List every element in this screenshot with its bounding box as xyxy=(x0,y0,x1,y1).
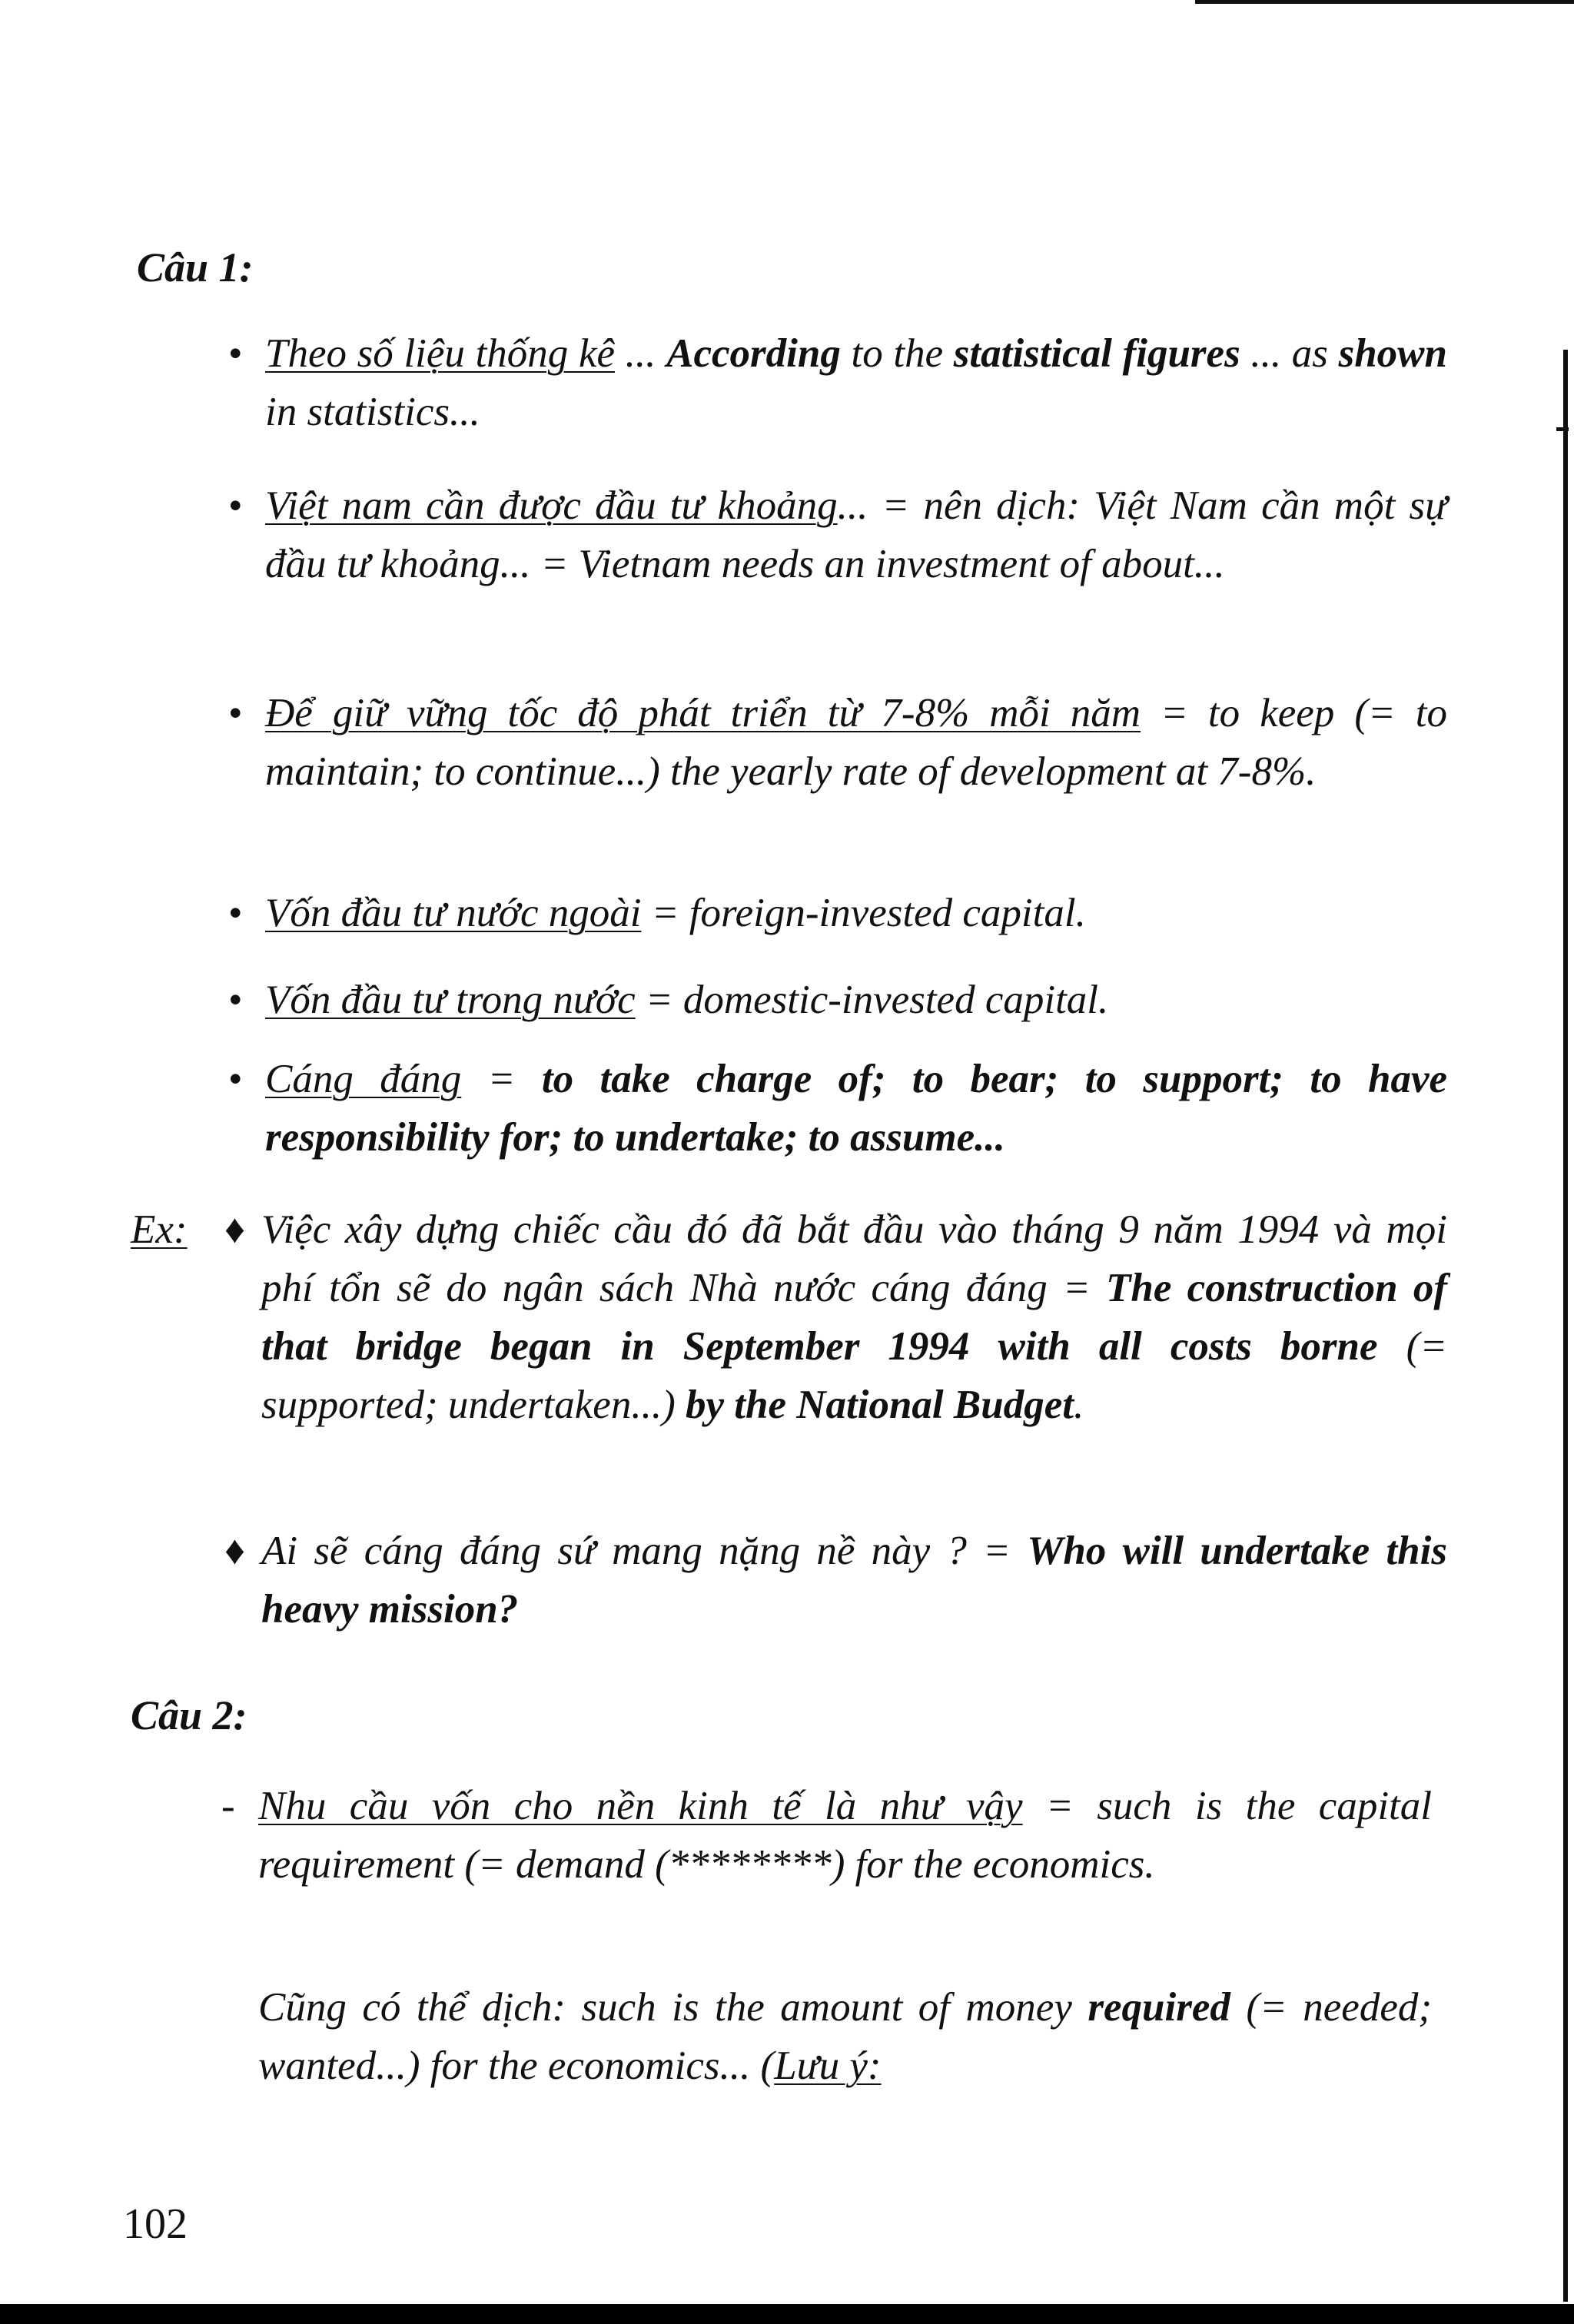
cau1-item xyxy=(228,884,1447,942)
scan-edge-bottom xyxy=(0,2304,1574,2324)
heading-cau-2: Câu 2: xyxy=(131,1692,247,1738)
text-span: = xyxy=(461,1057,542,1101)
scan-edge-top xyxy=(1195,0,1574,4)
text-span: in statistics... xyxy=(265,390,480,434)
text-span: ( xyxy=(760,2043,775,2088)
underlined-term: Vốn đầu tư trong nước xyxy=(265,978,636,1022)
text-span: Ai sẽ cáng đáng sứ mang nặng nề này ? = xyxy=(261,1529,1028,1573)
cau2-item xyxy=(221,1777,1433,1894)
cau1-item xyxy=(228,684,1447,801)
underlined-term: Việt nam cần được đầu tư khoảng xyxy=(265,483,838,528)
text-span: to the xyxy=(840,331,954,376)
bold-phrase: Who will undertake this heavy mission? xyxy=(261,1529,1447,1632)
bullet-icon: • xyxy=(228,691,243,735)
text-span: = such is the capital requirement (= demand (********) for the economics. xyxy=(258,1784,1433,1887)
bold-phrase: to take charge of; to bear; to support; to have responsibility for; to undertake; to assume... xyxy=(265,1057,1447,1160)
underlined-term: Vốn đầu tư nước ngoài xyxy=(265,891,642,935)
text-span: ... as xyxy=(1240,331,1339,376)
dash-marker: - xyxy=(221,1784,235,1828)
heading-cau-1: Câu 1: xyxy=(137,244,254,290)
text-span: = domestic-invested capital. xyxy=(635,978,1109,1022)
bold-phrase: required xyxy=(1088,1985,1230,2030)
bullet-icon: • xyxy=(228,978,243,1022)
text-span: Cũng có thể dịch: such is the amount of money xyxy=(258,1985,1088,2030)
bullet-icon: • xyxy=(228,483,243,528)
text-span: ... = nên dịch: Việt Nam cần một sự đầu tư khoảng... = Vietnam needs an investment of about... xyxy=(265,483,1447,586)
text-span: (= supported; undertaken...) xyxy=(261,1324,1447,1427)
scan-edge-mark xyxy=(1556,427,1569,431)
bold-phrase: shown xyxy=(1338,331,1447,376)
underlined-term: Theo số liệu thống kê xyxy=(265,331,616,376)
text-span: Việc xây dựng chiếc cầu đó đã bắt đầu vào tháng 9 năm 1994 và mọi phí tổn sẽ do ngân sách Nhà nước cáng đáng = xyxy=(261,1207,1447,1310)
text-span: = to keep (= to maintain; to continue...) the yearly rate of development at 7-8%. xyxy=(265,691,1447,794)
text-span: = foreign-invested capital. xyxy=(641,891,1086,935)
example-item xyxy=(224,1522,1447,1638)
text-span: . xyxy=(1074,1383,1084,1427)
diamond-bullet-icon: ♦ xyxy=(224,1207,246,1252)
underlined-term: Lưu ý: xyxy=(774,2043,882,2088)
cau1-item xyxy=(228,1050,1447,1167)
underlined-term: Nhu cầu vốn cho nền kinh tế là như vậy xyxy=(258,1784,1023,1828)
bullet-icon: • xyxy=(228,891,243,935)
page-number: 102 xyxy=(123,2200,188,2248)
bold-phrase: statistical figures xyxy=(953,331,1240,376)
bullet-icon: • xyxy=(228,1057,243,1101)
bold-phrase: According xyxy=(666,331,841,376)
text-span: (= needed; wanted...) for the economics... xyxy=(258,1985,1432,2088)
cau1-item xyxy=(228,476,1447,593)
cau1-item xyxy=(228,971,1447,1029)
example-item xyxy=(224,1200,1447,1434)
cau2-paragraph xyxy=(258,1978,1432,2095)
scan-edge-right xyxy=(1563,350,1568,2302)
diamond-bullet-icon: ♦ xyxy=(224,1529,246,1573)
cau1-item xyxy=(228,324,1447,441)
example-label: Ex: xyxy=(131,1207,188,1252)
text-span: ... xyxy=(615,331,667,376)
underlined-term: Để giữ vững tốc độ phát triển từ 7-8% mỗi năm xyxy=(265,691,1141,735)
underlined-term: Cáng đáng xyxy=(265,1057,462,1101)
bold-phrase: The construction of that bridge began in September 1994 with all costs borne xyxy=(261,1266,1447,1369)
bold-phrase: by the National Budget xyxy=(685,1383,1074,1427)
bullet-icon: • xyxy=(228,331,243,376)
